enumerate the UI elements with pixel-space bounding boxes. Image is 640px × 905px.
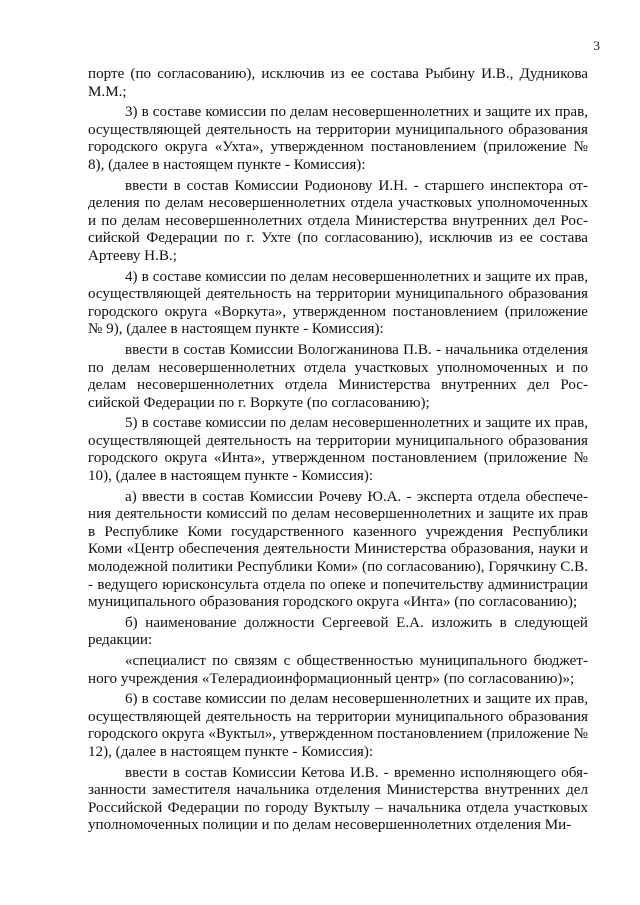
paragraph-continuation: порте (по согласованию), исключив из ее состава Рыбину И.В., Дудникова М.М.; xyxy=(88,66,588,100)
paragraph-item-5a: а) ввести в состав Комиссии Рочеву Ю.А. - эксперта отдела обеспечения деятельности комиссий по делам несовершеннолетних и защите их прав в Республике Коми государственного казенного учреждения Республики Коми «Центр обеспечения деятельности Министерства образования, науки и молодежной политики Республики Коми» (по согласованию), Горячкину С.В. - ведущего юрисконсульта отдела по опеке и попечительству администрации муниципального образования городского округа «Инта» (по согласованию); xyxy=(88,488,588,611)
document-body xyxy=(88,66,588,838)
page-number: 3 xyxy=(593,38,600,53)
paragraph-item-6: 6) в составе комиссии по делам несовершеннолетних и защите их прав, осуществляющей деятельность на территории муниципального образования городского округа «Вуктыл», утвержденном постановлением (приложение № 12), (далее в настоящем пункте - Комиссия): xyxy=(88,691,588,760)
paragraph-item-3: 3) в составе комиссии по делам несовершеннолетних и защите их прав, осуществляющей деятельность на территории муниципального образования городского округа «Ухта», утвержденном постановлением (приложение № 8), (далее в настоящем пункте - Комиссия): xyxy=(88,104,588,173)
paragraph-item-4-text: ввести в состав Комиссии Вологжанинова П.В. - начальника отделения по делам несовершеннолетних отдела участковых уполномоченных и по делам несовершеннолетних отдела Министерства внутренних дел Российской Федерации по г. Воркуте (по согласованию); xyxy=(88,341,588,411)
paragraph-item-4: 4) в составе комиссии по делам несовершеннолетних и защите их прав, осуществляющей деятельность на территории муниципального образования городского округа «Воркута», утвержденном постановлением (приложение № 9), (далее в настоящем пункте - Комиссия): xyxy=(88,268,588,338)
paragraph-item-3-text: ввести в состав Комиссии Родионову И.Н. - старшего инспектора отделения по делам несовершеннолетних отдела участковых уполномоченных и по делам несовершеннолетних отдела Министерства внутренних дел Российской Федерации по г. Ухте (по согласованию), исключив из ее состава Артееву Н.В.; xyxy=(88,177,588,264)
paragraph-item-5: 5) в составе комиссии по делам несовершеннолетних и защите их прав, осуществляющей деятельность на территории муниципального образования городского округа «Инта», утвержденном постановлением (приложение № 10), (далее в настоящем пункте - Комиссия): xyxy=(88,415,588,485)
paragraph-item-6-text: ввести в состав Комиссии Кетова И.В. - временно исполняющего обязанности заместителя начальника отделения Министерства внутренних дел Российской Федерации по городу Вуктылу – начальника отдела участковых уполномоченных полиции и по делам несовершеннолетних отделения Ми- xyxy=(88,764,588,834)
paragraph-item-5b-text: «специалист по связям с общественностью муниципального бюджетного учреждения «Телерадиоинформационный центр» (по согласованию)»; xyxy=(88,653,588,687)
paragraph-item-5b: б) наименование должности Сергеевой Е.А. изложить в следующей редакции: xyxy=(88,614,588,649)
